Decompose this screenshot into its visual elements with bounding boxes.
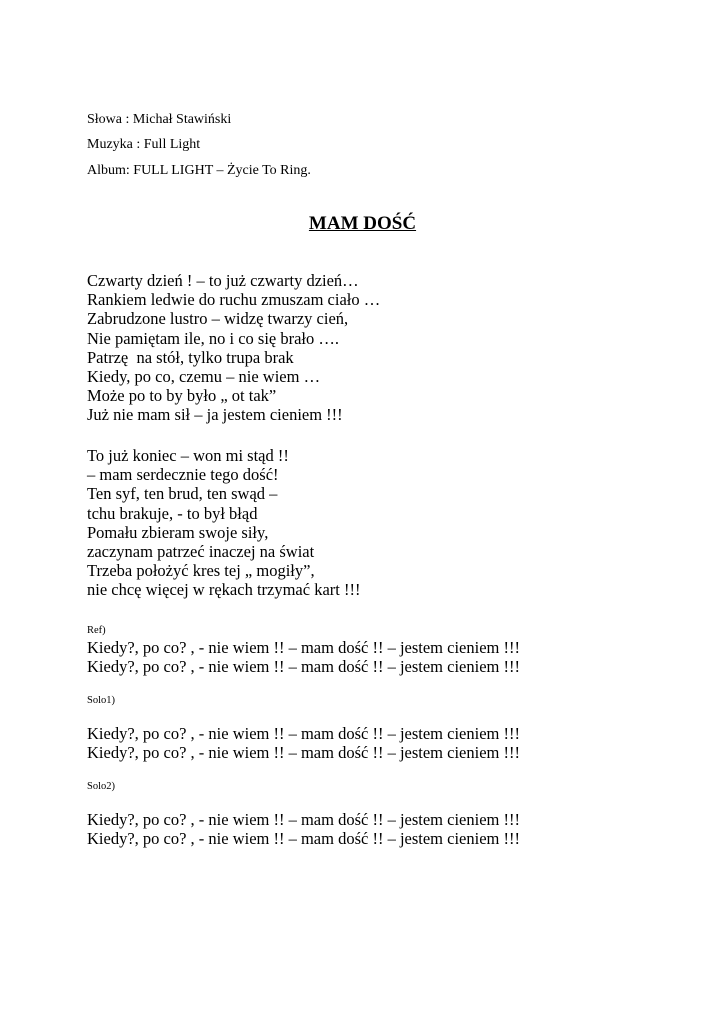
verse-line: Rankiem ledwie do ruchu zmuszam ciało … xyxy=(87,290,381,310)
verse-line: Ten syf, ten brud, ten swąd – xyxy=(87,484,278,504)
lyrics-author: Słowa : Michał Stawiński xyxy=(87,112,232,127)
verse-1 xyxy=(87,271,380,425)
refrain-line: Kiedy?, po co? , - nie wiem !! – mam dość !! – jestem cieniem !!! xyxy=(87,657,520,677)
verse-line: Czwarty dzień ! – to już czwarty dzień… xyxy=(87,271,359,290)
verse-line: Pomału zbieram swoje siły, xyxy=(87,522,269,542)
verse-line: Może po to by było „ ot tak” xyxy=(87,386,277,406)
verse-line: tchu brakuje, - to był błąd xyxy=(87,503,258,523)
solo1-label: Solo1) xyxy=(87,695,116,706)
verse-line: – mam serdecznie tego dość! xyxy=(87,465,279,485)
ref-label: Ref) xyxy=(87,625,106,636)
verse-line: Kiedy, po co, czemu – nie wiem … xyxy=(87,367,321,387)
album-info: Album: FULL LIGHT – Życie To Ring. xyxy=(87,163,311,178)
verse-line: nie chcę więcej w rękach trzymać kart !!! xyxy=(87,580,361,600)
solo-line: Kiedy?, po co? , - nie wiem !! – mam dość !! – jestem cieniem !!! xyxy=(87,724,520,743)
song-title: MAM DOŚĆ xyxy=(308,213,417,234)
solo-1 xyxy=(87,724,520,762)
verse-line: Już nie mam sił – ja jestem cieniem !!! xyxy=(87,405,343,425)
verse-line: Trzeba położyć kres tej „ mogiły”, xyxy=(87,561,315,581)
verse-line: zaczynam patrzeć inaczej na świat xyxy=(87,542,315,562)
solo2-label: Solo2) xyxy=(87,781,116,792)
solo-line: Kiedy?, po co? , - nie wiem !! – mam dość !! – jestem cieniem !!! xyxy=(87,810,520,829)
verse-line: To już koniec – won mi stąd !! xyxy=(87,446,289,465)
solo-line: Kiedy?, po co? , - nie wiem !! – mam dość !! – jestem cieniem !!! xyxy=(87,829,520,849)
verse-line: Zabrudzone lustro – widzę twarzy cień, xyxy=(87,309,349,329)
refrain-line: Kiedy?, po co? , - nie wiem !! – mam dość !! – jestem cieniem !!! xyxy=(87,638,520,657)
music-author: Muzyka : Full Light xyxy=(87,137,201,152)
verse-2 xyxy=(87,446,360,600)
verse-line: Nie pamiętam ile, no i co się brało …. xyxy=(87,328,340,348)
refrain xyxy=(87,638,520,676)
solo-line: Kiedy?, po co? , - nie wiem !! – mam dość !! – jestem cieniem !!! xyxy=(87,743,520,763)
verse-line: Patrzę na stół, tylko trupa brak xyxy=(87,347,294,367)
solo-2 xyxy=(87,810,520,848)
